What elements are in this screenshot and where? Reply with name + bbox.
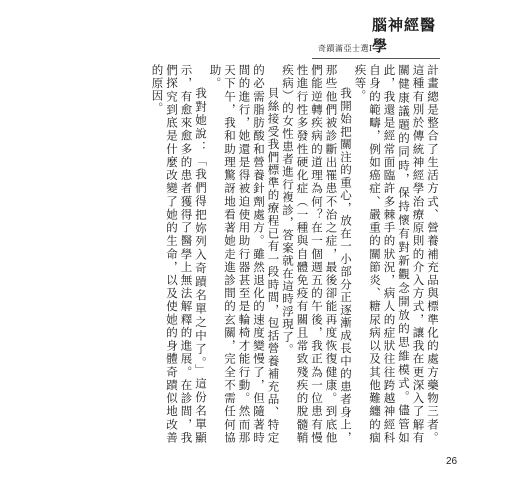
book-title: 腦神經醫學 [372, 16, 437, 55]
paragraph-4: 我對她說：「我們得把妳列入奇蹟名單之中了。」這份名單顯示，有愈來愈多的患者獲得了醫學上無法解釋的進展。在診間，我們探究到底是什麼改變了她的生命，以及使她的身體奇蹟似地改善的原因。 [150, 64, 208, 444]
paragraph-1: 計畫總是整合了生活方式、營養補充品與標準化的處方藥物三者。這種有別於傳統神經學治療原則的介入方式，讓我在更深入了解有關健康議題的同時，保持懷有對新觀念開放的思維模式。儘管如此，我還是經常面臨許多棘手的狀況，病人的症狀往往跨越神經科自身的範疇，例如癌症、嚴重的關節炎、糖尿病以及其他難纏的痼疾等。 [353, 64, 440, 444]
series-label: 奇蹟滿亞士選Ⅰ [318, 44, 373, 53]
paragraph-2: 我開始把關注的重心，放在一小部分正逐漸成長中的患者身上，那些他們被診斷出罹患不治之症，最後卻能再度恢復健康。到底他們能逆轉疾病的道理為何？在一個週五的午後，我正為一位患有慢性進行性多發性硬化症（一種與自體免疫有關且常致殘疾的脫髓鞘疾病）的女性患者進行複診，答案就在這時浮現了。 [281, 64, 353, 444]
page-number: 26 [446, 456, 458, 467]
header-rule [312, 58, 440, 59]
running-header [318, 16, 438, 56]
body-text [146, 64, 440, 444]
paragraph-3: 貝絲接受我們標準的療程已有一段時間，包括營養補充品、特定的必需脂肪酸和營養針劑處方。雖然退化的速度變慢了，但隨著時間的進行，她還是得被迫使用助行器甚至是輪椅才能行動。然而那天下午，我和助理驚訝地看著她走進診間的玄關，完全不需任何協助。 [208, 64, 281, 444]
